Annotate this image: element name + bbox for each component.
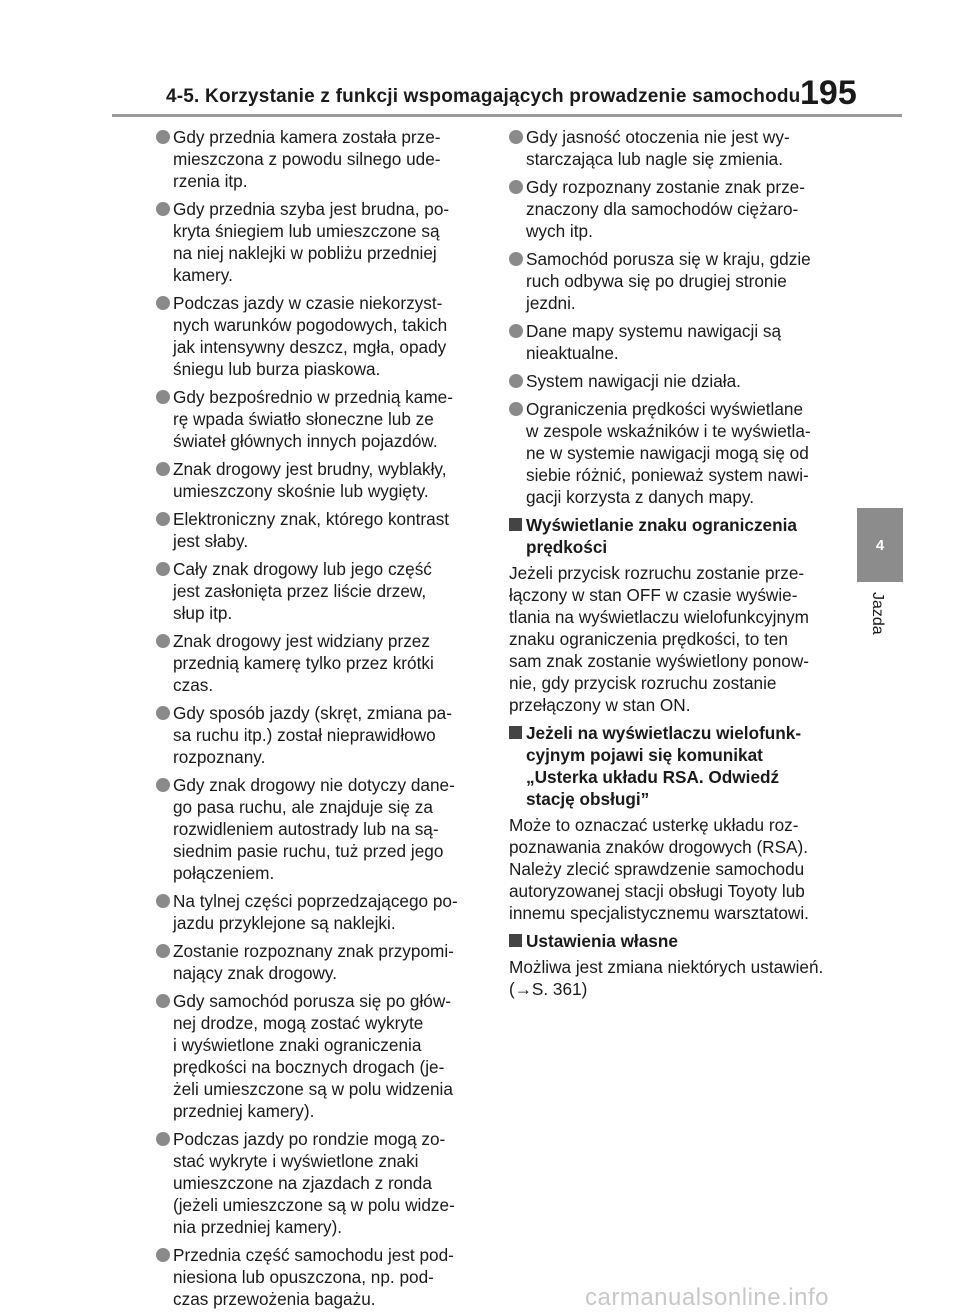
list-item: Przednia część samochodu jest pod- niesiona lub opuszczona, np. pod- czas przewożenia bagażu. xyxy=(156,1244,486,1310)
square-bullet-icon xyxy=(509,726,522,739)
list-item: Podczas jazdy w czasie niekorzyst- nych warunków pogodowych, takich jak intensywny deszcz, mgła, opady śniegu lub burza piaskowa. xyxy=(156,292,486,380)
square-bullet-icon xyxy=(509,518,522,531)
chapter-label: Jazda xyxy=(869,592,886,635)
list-item: Samochód porusza się w kraju, gdzie ruch odbywa się po drugiej stronie jezdni. xyxy=(509,248,844,314)
square-bullet-icon xyxy=(509,934,522,947)
bullet-icon xyxy=(156,944,170,958)
bullet-icon xyxy=(509,402,523,416)
section-title: 4-5. Korzystanie z funkcji wspomagających prowadzenie samochodu xyxy=(166,86,801,107)
list-item: Gdy rozpoznany zostanie znak prze- znaczony dla samochodów ciężaro- wych itp. xyxy=(509,176,844,242)
bullet-icon xyxy=(156,634,170,648)
left-column xyxy=(156,126,486,1316)
list-item: Dane mapy systemu nawigacji są nieaktualne. xyxy=(509,320,844,364)
bullet-icon xyxy=(509,374,523,388)
bullet-icon xyxy=(156,512,170,526)
bullet-icon xyxy=(156,296,170,310)
bullet-icon xyxy=(156,202,170,216)
list-item: Gdy przednia szyba jest brudna, po- kryta śniegiem lub umieszczone są na niej naklejki w pobliżu przedniej kamery. xyxy=(156,198,486,286)
bullet-icon xyxy=(156,994,170,1008)
bullet-icon xyxy=(156,894,170,908)
section-heading-rsa-malfunction: Jeżeli na wyświetlaczu wielofunk- cyjnym pojawi się komunikat „Usterka układu RSA. Odwiedź stację obsługi” xyxy=(509,722,844,810)
chapter-number: 4 xyxy=(875,536,885,554)
bullet-icon xyxy=(509,252,523,266)
list-item: Na tylnej części poprzedzającego po- jazdu przyklejone są naklejki. xyxy=(156,890,486,934)
list-item: Cały znak drogowy lub jego część jest zasłonięta przez liście drzew, słup itp. xyxy=(156,558,486,624)
section-heading-customization: Ustawienia własne xyxy=(509,930,844,952)
bullet-icon xyxy=(156,462,170,476)
list-item: Znak drogowy jest widziany przez przednią kamerę tylko przez krótki czas. xyxy=(156,630,486,696)
list-item: Elektroniczny znak, którego kontrast jest słaby. xyxy=(156,508,486,552)
bullet-icon xyxy=(509,130,523,144)
list-item: Gdy przednia kamera została prze- mieszczona z powodu silnego ude- rzenia itp. xyxy=(156,126,486,192)
bullet-icon xyxy=(156,562,170,576)
bullet-icon xyxy=(156,706,170,720)
section-body-rsa-malfunction: Może to oznaczać usterkę układu roz- poznawania znaków drogowych (RSA). Należy zlecić sprawdzenie samochodu autoryzowanej stacji obsługi Toyoty lub innemu specjalistycznemu warsztatowi. xyxy=(509,815,809,923)
list-item: Gdy znak drogowy nie dotyczy dane- go pasa ruchu, ale znajduje się za rozwidleniem autostrady lub na są- siednim pasie ruchu, tuż przed jego połączeniem. xyxy=(156,774,486,884)
watermark: carmanualsonline.info xyxy=(585,1284,829,1311)
list-item: Zostanie rozpoznany znak przypomi- nający znak drogowy. xyxy=(156,940,486,984)
bullet-icon xyxy=(156,1248,170,1262)
list-item: System nawigacji nie działa. xyxy=(509,370,844,392)
bullet-icon xyxy=(156,130,170,144)
list-item: Gdy samochód porusza się po głów- nej drodze, mogą zostać wykryte i wyświetlone znaki ograniczenia prędkości na bocznych drogach (je- żeli umieszczone są w polu widzenia przedniej kamery). xyxy=(156,990,486,1122)
bullet-icon xyxy=(156,1132,170,1146)
header-divider xyxy=(112,114,902,117)
section-body-speed-limit-display: Jeżeli przycisk rozruchu zostanie prze- łączony w stan OFF w czasie wyświe- tlania na wyświetlaczu wielofunkcyjnym znaku ograniczenia prędkości, to ten sam znak zostanie wyświetlony ponow- nie, gdy przycisk rozruchu zostanie przełączony w stan ON. xyxy=(509,563,809,715)
right-column xyxy=(509,126,844,1006)
list-item: Znak drogowy jest brudny, wyblakły, umieszczony skośnie lub wygięty. xyxy=(156,458,486,502)
list-item: Gdy bezpośrednio w przednią kame- rę wpada światło słoneczne lub ze świateł głównych innych pojazdów. xyxy=(156,386,486,452)
bullet-icon xyxy=(156,390,170,404)
list-item: Gdy sposób jazdy (skręt, zmiana pa- sa ruchu itp.) został nieprawidłowo rozpoznany. xyxy=(156,702,486,768)
bullet-icon xyxy=(509,180,523,194)
section-heading-speed-limit-display: Wyświetlanie znaku ograniczenia prędkości xyxy=(509,514,844,558)
list-item: Podczas jazdy po rondzie mogą zo- stać wykryte i wyświetlone znaki umieszczone na zjazdach z ronda (jeżeli umieszczone są w polu widze- nia przedniej kamery). xyxy=(156,1128,486,1238)
section-body-customization: Możliwa jest zmiana niektórych ustawień. (→S. 361) xyxy=(509,957,824,999)
list-item: Ograniczenia prędkości wyświetlane w zespole wskaźników i te wyświetla- ne w systemie nawigacji mogą się od siebie różnić, ponieważ system nawi- gacji korzysta z danych mapy. xyxy=(509,398,844,508)
chapter-tab[interactable] xyxy=(857,508,903,582)
bullet-icon xyxy=(156,778,170,792)
page-number: 195 xyxy=(800,74,857,112)
bullet-icon xyxy=(509,324,523,338)
list-item: Gdy jasność otoczenia nie jest wy- starczająca lub nagle się zmienia. xyxy=(509,126,844,170)
